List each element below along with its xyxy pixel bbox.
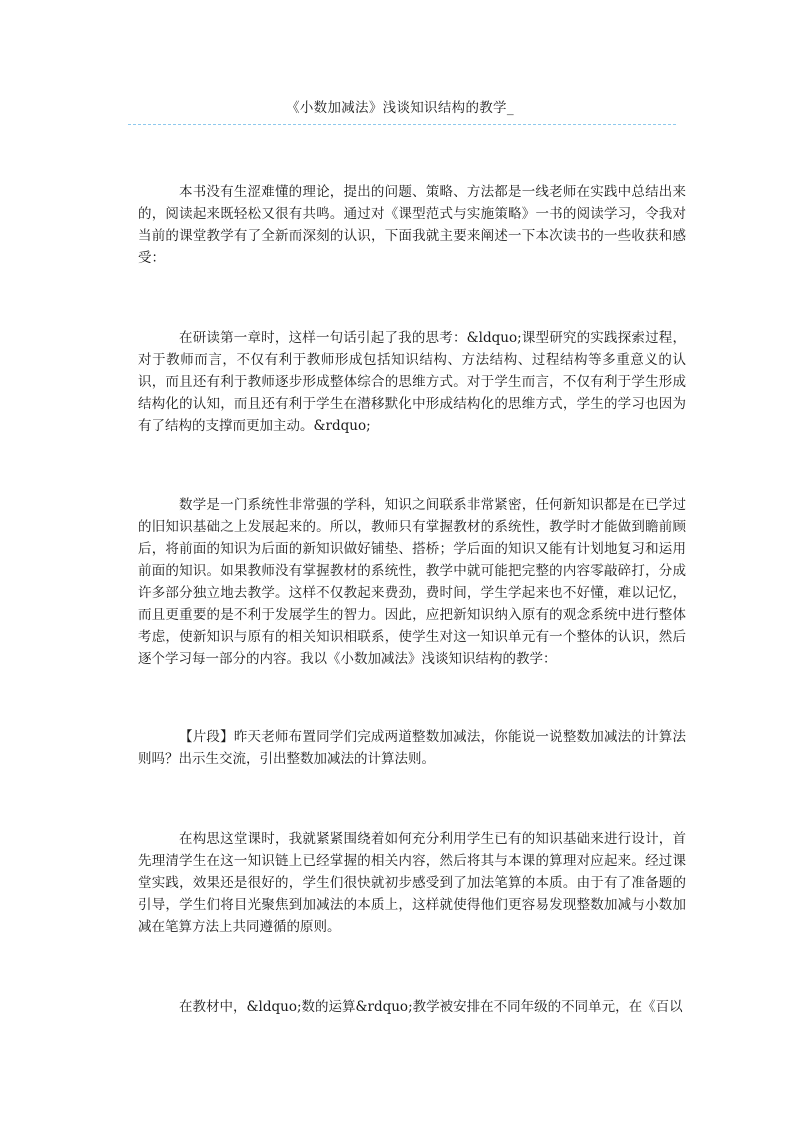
paragraph-lesson-fragment: 【片段】昨天老师布置同学们完成两道整数加减法，你能说一说整数加减法的计算法则吗？出示生交流，引出整数加减法的计算法则。 <box>138 729 686 767</box>
paragraph-math-system: 数学是一门系统性非常强的学科，知识之间联系非常紧密，任何新知识都是在已学过的旧知识基础之上发展起来的。所以，教师只有掌握教材的系统性，教学时才能做到瞻前顾后，将前面的知识为后面的新知识做好铺垫、搭桥；学后面的知识又能有计划地复习和运用前面的知识。如果教师没有掌握教材的系统性，教学中就可能把完整的内容零敲碎打，分成许多部分独立地去教学。这样不仅教起来费劲，费时间，学生学起来也不好懂，难以记忆，而且更重要的是不利于发展学生的智力。因此，应把新知识纳入原有的观念系统中进行整体考虑，使新知识与原有的相关知识相联系，使学生对这一知识单元有一个整体的认识，然后逐个学习每一部分的内容。我以《小数加减法》浅谈知识结构的教学： <box>138 497 686 667</box>
document-title: 《小数加减法》浅谈知识结构的教学_ <box>286 100 514 116</box>
paragraph-intro: 本书没有生涩难懂的理论，提出的问题、策略、方法都是一线老师在实践中总结出来的，阅读起来既轻松又很有共鸣。通过对《课型范式与实施策略》一书的阅读学习，令我对当前的课堂教学有了全新而深刻的认识，下面我就主要来阐述一下本次读书的一些收获和感受： <box>138 184 686 266</box>
title-underline-divider <box>128 124 676 125</box>
paragraph-lesson-design: 在构思这堂课时，我就紧紧围绕着如何充分利用学生已有的知识基础来进行设计，首先理清学生在这一知识链上已经掌握的相关内容，然后将其与本课的算理对应起来。经过课堂实践，效果还是很好的，学生们很快就初步感受到了加法笔算的本质。由于有了准备题的引导，学生们将目光聚焦到加减法的本质上，这样就使得他们更容易发现整数加减与小数加减在笔算方法上共同遵循的原则。 <box>138 831 686 935</box>
paragraph-textbook: 在教材中，&ldquo;数的运算&rdquo;教学被安排在不同年级的不同单元，在《百以 <box>179 999 683 1015</box>
paragraph-chapter-one-quote: 在研读第一章时，这样一句话引起了我的思考：&ldquo;课型研究的实践探索过程，对于教师而言，不仅有利于教师形成包括知识结构、方法结构、过程结构等多重意义的认识，而且还有利于教师逐步形成整体综合的思维方式。对于学生而言，不仅有利于学生形成结构化的认知，而且还有利于学生在潜移默化中形成结构化的思维方式，学生的学习也因为有了结构的支撑而更加主动。&rdquo; <box>138 330 686 434</box>
